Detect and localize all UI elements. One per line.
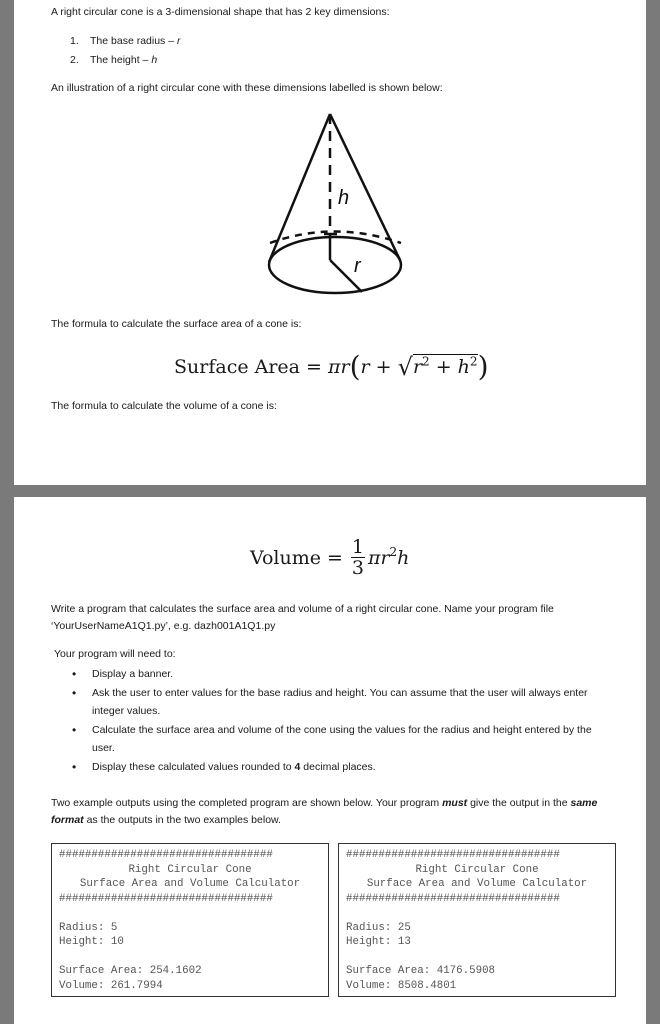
- list-variable: r: [176, 35, 181, 47]
- formula-lhs: Surface Area =: [174, 356, 322, 378]
- formula-exp: 2: [389, 545, 398, 559]
- formula-pi-r: πr: [367, 546, 390, 569]
- banner-line: #################################: [59, 849, 273, 861]
- surface-text: The formula to calculate the surface area of a cone is:: [51, 318, 302, 330]
- formula-exp: 2: [469, 354, 478, 369]
- list-number: 2.: [70, 54, 79, 66]
- volume-output: Volume: 8508.4801: [346, 979, 457, 992]
- dimension-list: [70, 32, 370, 70]
- emphasis-same-format: same format: [51, 797, 598, 826]
- banner-title: Right Circular Cone: [128, 863, 252, 876]
- req-text: Display these calculated values rounded to: [92, 760, 295, 773]
- surface-area-output: Surface Area: 4176.5908: [346, 965, 496, 977]
- banner-subtitle: Surface Area and Volume Calculator: [366, 878, 588, 890]
- examples-text: [51, 795, 621, 829]
- formula-r: r: [360, 356, 370, 378]
- volume-output: Volume: 261.7994: [59, 979, 163, 992]
- intro-text: A right circular cone is a 3-dimensional shape that has 2 key dimensions:: [51, 6, 390, 18]
- list-item: [70, 32, 370, 51]
- height-label: h: [338, 187, 350, 209]
- list-label: The height –: [90, 54, 149, 66]
- fraction: [351, 537, 365, 578]
- formula-lhs: Volume =: [250, 546, 343, 569]
- formula-r2: r: [412, 356, 423, 378]
- formula-h: h: [397, 546, 410, 569]
- list-item: [72, 758, 612, 777]
- formula-h2: h: [457, 356, 470, 378]
- volume-text: The formula to calculate the volume of a cone is:: [51, 400, 277, 412]
- example-output-1: [51, 843, 329, 997]
- cone-illustration: [254, 100, 424, 300]
- banner-subtitle: Surface Area and Volume Calculator: [79, 878, 301, 890]
- list-item: [70, 51, 370, 70]
- list-item: • Ask the user to enter values for the base radius and height. You can assume that the user will always enter integer values.: [72, 684, 612, 721]
- cone-left-edge: [269, 114, 330, 262]
- needs-text: Your program will need to:: [54, 648, 176, 660]
- banner-line: #################################: [346, 892, 560, 905]
- volume-formula: [250, 537, 409, 578]
- req-text: decimal places.: [300, 760, 376, 773]
- formula-plus: +: [375, 356, 392, 378]
- emphasis-must: must: [442, 797, 468, 809]
- radius-label: r: [354, 255, 361, 277]
- illustration-text: An illustration of a right circular cone with these dimensions labelled is shown below:: [51, 82, 443, 94]
- task-text: Write a program that calculates the surface area and volume of a right circular cone. Name your program file ‘YourUserNameA1Q1.py’, e.g. dazh001A1Q1.py: [51, 603, 554, 632]
- surface-area-formula: Surface Area = $\pi r(r + √r^2 + h^2)$: [174, 350, 489, 383]
- list-variable: h: [151, 54, 158, 66]
- list-item: • Display a banner.: [72, 665, 612, 684]
- banner-title: Right Circular Cone: [415, 863, 539, 876]
- surface-area-output: Surface Area: 254.1602: [59, 965, 202, 977]
- examples-text-part: as the outputs in the two examples below.: [83, 814, 281, 826]
- banner-line: #################################: [346, 849, 560, 861]
- examples-text-part: give the output in the: [467, 797, 571, 809]
- list-number: 1.: [70, 35, 79, 47]
- formula-exp: 2: [422, 354, 430, 369]
- radius-output: Radius: 25: [346, 921, 411, 934]
- list-item: • Calculate the surface area and volume of the cone using the values for the radius and height entered by the user.: [72, 721, 612, 758]
- page-2: [14, 497, 646, 1024]
- banner-line: #################################: [59, 892, 273, 905]
- fraction-numerator: 1: [351, 536, 364, 558]
- requirements-list: [72, 665, 612, 776]
- radius-output: Radius: 5: [59, 921, 118, 934]
- req-bold: 4: [294, 760, 301, 773]
- list-label: The base radius –: [90, 35, 175, 47]
- fraction-denominator: 3: [351, 557, 364, 579]
- height-output: Height: 10: [59, 936, 124, 948]
- formula-pi-r: πr: [328, 356, 350, 378]
- example-output-2: [338, 843, 616, 997]
- height-output: Height: 13: [346, 936, 411, 948]
- examples-text-part: Two example outputs using the completed program are shown below. Your program: [51, 797, 443, 809]
- page-1: [14, 0, 646, 485]
